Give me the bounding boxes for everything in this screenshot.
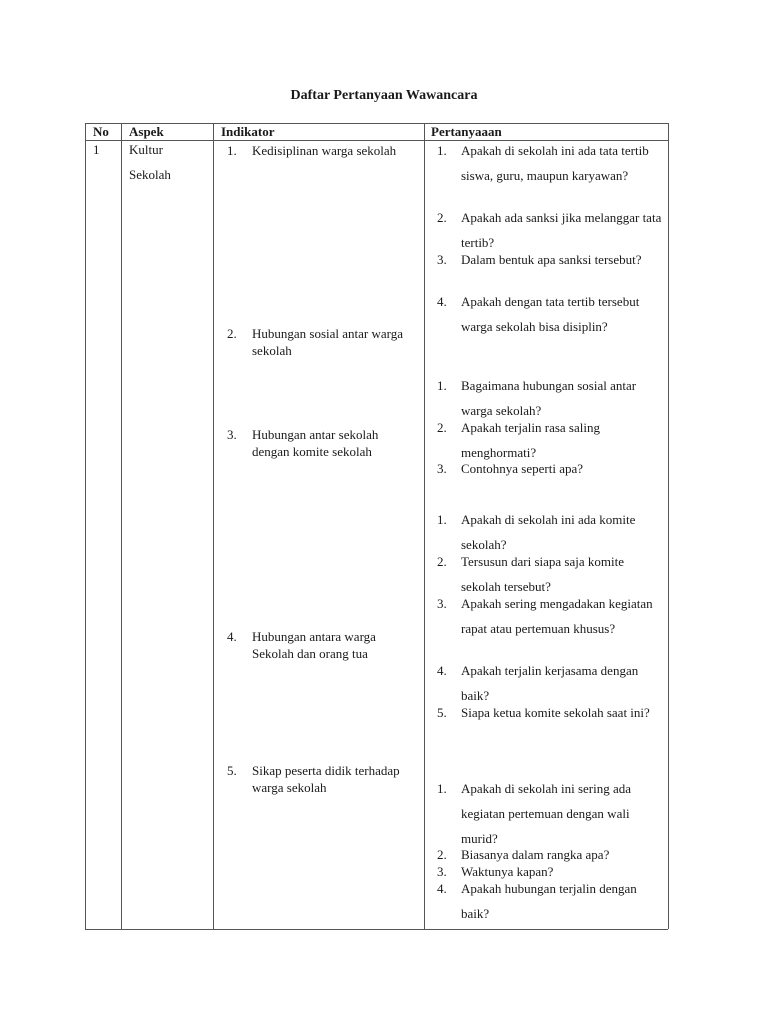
indicator-number: 1. (227, 143, 237, 158)
question-text: Tersusun dari siapa saja komite sekolah tersebut? (461, 554, 624, 594)
column-divider (121, 123, 122, 929)
question-text: Apakah terjalin rasa saling menghormati? (461, 420, 600, 460)
question-text: Contohnya seperti apa? (461, 461, 584, 476)
question-text: Bagaimana hubungan sosial antar warga sekolah? (461, 378, 637, 418)
question-text: Siapa ketua komite sekolah saat ini? (461, 705, 650, 720)
indicator-number: 3. (227, 427, 237, 442)
indicator-number: 4. (227, 629, 237, 644)
header-no: No (93, 124, 109, 139)
question-number: 4. (437, 881, 447, 896)
question-number: 2. (437, 420, 447, 435)
question-number: 4. (437, 663, 447, 678)
question-number: 3. (437, 596, 447, 611)
question-text: Apakah sering mengadakan kegiatan rapat atau pertemuan khusus? (461, 596, 653, 636)
question-number: 4. (437, 294, 447, 309)
question-text: Apakah di sekolah ini ada komite sekolah? (461, 512, 636, 552)
indicator-text: Hubungan sosial antar warga sekolah (252, 326, 404, 358)
question-number: 3. (437, 461, 447, 476)
aspek-line: Sekolah (129, 167, 171, 182)
question-number: 2. (437, 554, 447, 569)
aspek-line: Kultur (129, 142, 163, 157)
question-text: Apakah ada sanksi jika melanggar tata tertib? (461, 210, 662, 250)
question-number: 1. (437, 143, 447, 158)
table-border-bottom (85, 929, 668, 930)
question-text: Dalam bentuk apa sanksi tersebut? (461, 252, 642, 267)
indicator-number: 5. (227, 763, 237, 778)
header-indikator: Indikator (221, 124, 275, 139)
row-number: 1 (93, 142, 100, 157)
indicator-text: Sikap peserta didik terhadap warga sekolah (252, 763, 400, 795)
question-text: Apakah hubungan terjalin dengan baik? (461, 881, 637, 921)
question-number: 2. (437, 210, 447, 225)
column-divider (213, 123, 214, 929)
question-number: 1. (437, 781, 447, 796)
question-text: Apakah di sekolah ini sering ada kegiatan pertemuan dengan wali murid? (461, 781, 632, 846)
indicator-text: Kedisiplinan warga sekolah (252, 143, 397, 158)
question-text: Apakah dengan tata tertib tersebut warga sekolah bisa disiplin? (461, 294, 640, 334)
question-number: 3. (437, 864, 447, 879)
indicator-text: Hubungan antara warga Sekolah dan orang tua (252, 629, 376, 661)
indicator-number: 2. (227, 326, 237, 341)
header-pertanyaan: Pertanyaaan (431, 124, 502, 139)
question-text: Apakah di sekolah ini ada tata tertib siswa, guru, maupun karyawan? (461, 143, 649, 183)
header-aspek: Aspek (129, 124, 164, 139)
question-number: 2. (437, 847, 447, 862)
table-border-left (85, 123, 86, 929)
question-text: Apakah terjalin kerjasama dengan baik? (461, 663, 639, 703)
table-border-right (668, 123, 669, 929)
question-number: 1. (437, 512, 447, 527)
question-text: Biasanya dalam rangka apa? (461, 847, 610, 862)
question-text: Waktunya kapan? (461, 864, 554, 879)
table-border-top (85, 123, 668, 124)
question-number: 1. (437, 378, 447, 393)
page-title: Daftar Pertanyaan Wawancara (290, 88, 478, 103)
column-divider (424, 123, 425, 929)
question-number: 5. (437, 705, 447, 720)
question-number: 3. (437, 252, 447, 267)
indicator-text: Hubungan antar sekolah dengan komite sekolah (252, 427, 379, 459)
